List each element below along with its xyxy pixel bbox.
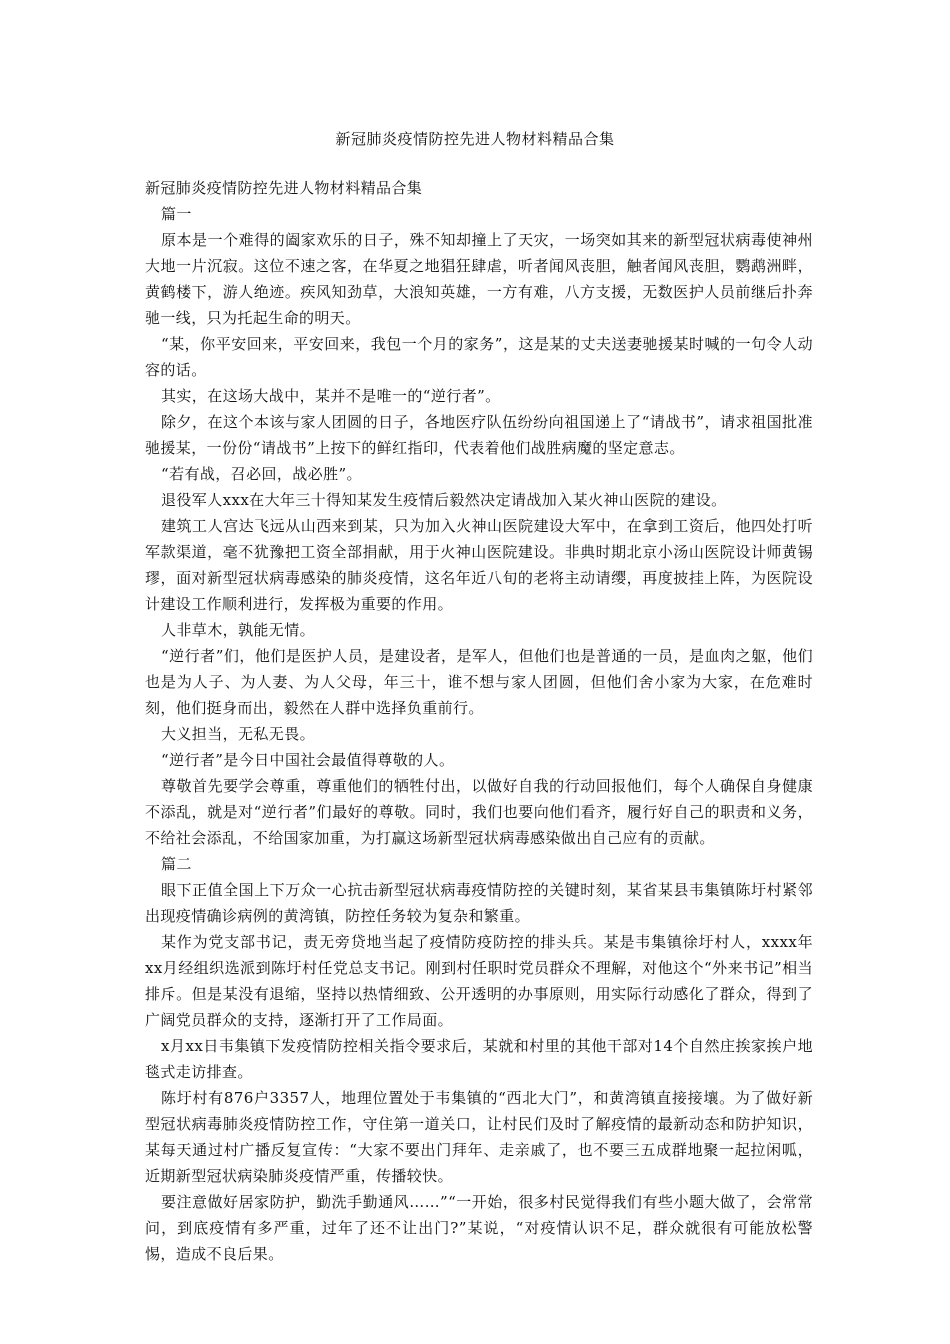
paragraph: 眼下正值全国上下万众一心抗击新型冠状病毒疫情防控的关键时刻，某省某县韦集镇陈圩村紧邻出现疫情确诊病例的黄湾镇，防控任务较为复杂和繁重。 bbox=[145, 881, 813, 925]
section-heading-2: 篇二 bbox=[161, 855, 192, 873]
paragraph: 建筑工人宫达飞远从山西来到某，只为加入火神山医院建设大军中，在拿到工资后，他四处打听军款渠道，毫不犹豫把工资全部捐献，用于火神山医院建设。非典时期北京小汤山医院设计师黄锡璆，面对新型冠状病毒感染的肺炎疫情，这名年近八旬的老将主动请缨，再度披挂上阵，为医院设计建设工作顺利进行，发挥极为重要的作用。 bbox=[145, 517, 813, 613]
document-subtitle: 新冠肺炎疫情防控先进人物材料精品合集 bbox=[145, 179, 423, 197]
paragraph: 其实，在这场大战中，某并不是唯一的“逆行者”。 bbox=[161, 387, 501, 405]
paragraph: 陈圩村有876户3357人，地理位置处于韦集镇的“西北大门”，和黄湾镇直接接壤。为了做好新型冠状病毒肺炎疫情防控工作，守住第一道关口，让村民们及时了解疫情的最新动态和防护知识，某每天通过村广播反复宣传：“大家不要出门拜年、走亲戚了，也不要三五成群地聚一起拉闲呱，近期新型冠状病染肺炎疫情严重，传播较快。 bbox=[145, 1089, 813, 1185]
paragraph: 要注意做好居家防护，勤洗手勤通风……”“一开始，很多村民觉得我们有些小题大做了，会常常问，到底疫情有多严重，过年了还不让出门?”某说，“对疫情认识不足，群众就很有可能放松警惕，造成不良后果。 bbox=[145, 1193, 813, 1263]
paragraph: 某作为党支部书记，责无旁贷地当起了疫情防疫防控的排头兵。某是韦集镇徐圩村人，xxxx年xx月经组织选派到陈圩村任党总支书记。刚到村任职时党员群众不理解，对他这个“外来书记”相当排斥。但是某没有退缩，坚持以热情细致、公开透明的办事原则，用实际行动感化了群众，得到了广阔党员群众的支持，逐渐打开了工作局面。 bbox=[145, 933, 813, 1029]
paragraph: 退役军人xxx在大年三十得知某发生疫情后毅然决定请战加入某火神山医院的建设。 bbox=[161, 491, 727, 509]
paragraph: “逆行者”是今日中国社会最值得尊敬的人。 bbox=[161, 751, 455, 769]
paragraph: 除夕，在这个本该与家人团圆的日子，各地医疗队伍纷纷向祖国递上了“请战书”，请求祖国批准驰援某，一份份“请战书”上按下的鲜红指印，代表着他们战胜病魔的坚定意志。 bbox=[145, 413, 813, 457]
document-body bbox=[145, 175, 813, 1267]
paragraph: “若有战，召必回，战必胜”。 bbox=[161, 465, 362, 483]
document-title: 新冠肺炎疫情防控先进人物材料精品合集 bbox=[335, 130, 615, 148]
paragraph: “某，你平安回来，平安回来，我包一个月的家务”，这是某的丈夫送妻驰援某时喊的一句令人动容的话。 bbox=[145, 335, 813, 379]
paragraph: x月xx日韦集镇下发疫情防控相关指令要求后，某就和村里的其他干部对14个自然庄挨家挨户地毯式走访排查。 bbox=[145, 1037, 813, 1081]
paragraph: 尊敬首先要学会尊重，尊重他们的牺牲付出，以做好自我的行动回报他们，每个人确保自身健康不添乱，就是对“逆行者”们最好的尊敬。同时，我们也要向他们看齐，履行好自己的职责和义务，不给社会添乱，不给国家加重，为打赢这场新型冠状病毒感染做出自己应有的贡献。 bbox=[145, 777, 813, 847]
paragraph: “逆行者”们，他们是医护人员，是建设者，是军人，但他们也是普通的一员，是血肉之躯，他们也是为人子、为人妻、为人父母，年三十，谁不想与家人团圆，但他们舍小家为大家，在危难时刻，他们挺身而出，毅然在人群中选择负重前行。 bbox=[145, 647, 813, 717]
section-heading-1: 篇一 bbox=[161, 205, 192, 223]
paragraph: 原本是一个难得的阖家欢乐的日子，殊不知却撞上了天灾，一场突如其来的新型冠状病毒使神州大地一片沉寂。这位不速之客，在华夏之地猖狂肆虐，听者闻风丧胆，触者闻风丧胆，鹦鹉洲畔，黄鹤楼下，游人绝迹。疾风知劲草，大浪知英雄，一方有难，八方支援，无数医护人员前继后扑奔驰一线，只为托起生命的明天。 bbox=[145, 231, 813, 327]
paragraph: 人非草木，孰能无情。 bbox=[161, 621, 316, 639]
paragraph: 大义担当，无私无畏。 bbox=[161, 725, 316, 743]
